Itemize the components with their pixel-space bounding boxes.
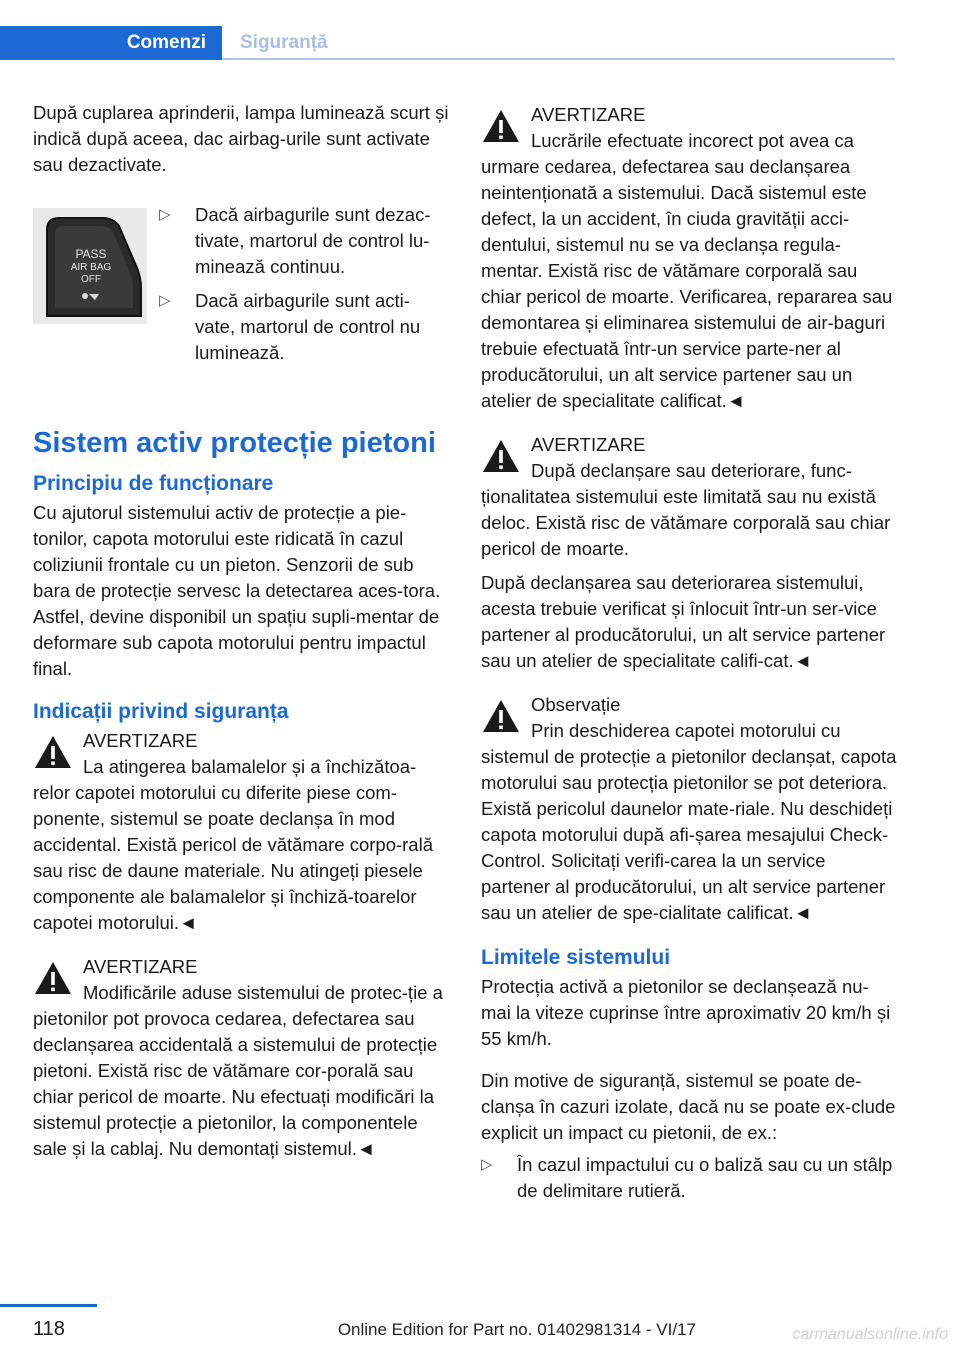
principle-heading: Principiu de funcționare	[33, 472, 274, 495]
list-item	[481, 1152, 897, 1204]
warning-text: Lucrările efectuate incorect pot avea ca urmare cedarea, defectarea sau declanșarea neintenționată a sistemului. Dacă sistemul este defect, la un accident, în ciuda gravității acci-dentului, sistemul nu se va declanșa regula-mentar. Există risc de vătămare corporală sau chiar pericol de moarte. Verificarea, repararea sau demontarea și eliminarea sistemului de air-baguri trebuie efectuată într-un service parte-ner al producătorului, un alt service partener sau un atelier de specialitate calificat.◄	[481, 130, 893, 411]
lamp-text-off: OFF	[81, 274, 101, 285]
note-block	[481, 692, 897, 926]
left-column	[33, 100, 449, 1180]
safety-heading: Indicații privind siguranța	[33, 700, 289, 723]
triangle-bullet-icon: ▷	[159, 206, 171, 223]
tab-comenzi[interactable]: Comenzi	[0, 26, 222, 60]
warning-triangle-icon	[33, 734, 73, 770]
tab-siguranta[interactable]: Siguranță	[240, 32, 328, 53]
warning-text: Modificările aduse sistemului de protec-ție a pietonilor pot provoca cedarea, defectarea sau declanșarea accidentală a sistemului de protecție pietoni. Există risc de vătămare cor-porală sau chiar pericol de moarte. Nu efectuați modificări la sistemul protecție a pietonilor, la componentele sale și la cablaj. Nu demontați sistemul.◄	[33, 982, 443, 1159]
warning-text: La atingerea balamalelor și a închizătoa-relor capotei motorului cu diferite piese com-ponente, sistemul se poate declanșa în mod accidental. Există pericol de vătămare corpo-rală sau risc de daune materiale. Nu atingeți piesele componente ale balamalelor și închiză-toarelor capotei motorului.◄	[33, 756, 433, 933]
limits-paragraph-1: Protecția activă a pietonilor se declanșează nu-mai la viteze cuprinse între aproximativ 20 km/h și 55 km/h.	[481, 976, 891, 1049]
warning-text: După declanșare sau deteriorare, func-ționalitatea sistemului este limitată sau nu există deloc. Există risc de vătămare corporală sau chiar pericol de moarte.	[481, 460, 891, 559]
warning-label: AVERTIZARE	[531, 104, 646, 125]
warning-block	[481, 102, 897, 414]
warning-block	[33, 954, 449, 1162]
watermark: carmanualsonline.info	[792, 1326, 948, 1343]
limits-paragraph-2: Din motive de siguranță, sistemul se poate de-clanșa în cazuri izolate, dacă nu se poate ex-clude explicit un impact cu pietonii, de ex.:	[481, 1070, 896, 1143]
warning-label: AVERTIZARE	[83, 956, 198, 977]
principle-paragraph: Cu ajutorul sistemului activ de protecție a pie-tonilor, capota motorului este ridicată în cazul coliziunii frontale cu un pieton. Senzorii de sub bara de protecție servesc la detectarea aces-tora. Astfel, devine disponibil un spațiu supli-mentar de deformare sub capota motorului pentru impactul final.	[33, 502, 441, 679]
list-item	[159, 288, 449, 366]
triangle-bullet-icon: ▷	[481, 1156, 493, 1173]
warning-label: AVERTIZARE	[531, 434, 646, 455]
list-item	[159, 202, 449, 280]
warning-block	[33, 728, 449, 936]
lamp-text-airbag: AIR BAG	[70, 262, 112, 273]
warning-triangle-icon	[481, 108, 521, 144]
lamp-text-pass: PASS	[75, 247, 107, 261]
after-trigger-text: După declanșarea sau deteriorarea sistemului, acesta trebuie verificat și înlocuit într-un ser-vice partener al producătorului, un alt service partener sau un atelier de specialitate califi-cat.◄	[481, 572, 886, 671]
warning-triangle-icon	[481, 438, 521, 474]
pass-airbag-off-lamp-image	[33, 208, 147, 324]
airbag-bullet-list	[159, 202, 449, 374]
page-number: 118	[33, 1318, 65, 1340]
warning-triangle-icon	[481, 698, 521, 734]
bullet-text: În cazul impactului cu o baliză sau cu un stâlp de delimitare rutieră.	[517, 1154, 893, 1201]
limits-heading: Limitele sistemului	[481, 946, 671, 969]
tab-underline	[222, 58, 895, 60]
airbag-indicator-block	[33, 202, 449, 402]
note-text: Prin deschiderea capotei motorului cu sistemul de protecție a pietonilor declanșat, capota motorului sau protecția pietonilor se pot deteriora. Există pericolul daunelor mate-riale. Nu deschideți capota motorului după afi-șarea mesajului Check-Control. Solicitați verifi-carea la un service partener al producătorului, un alt service partener sau un atelier de spe-cialitate calificat.◄	[481, 720, 897, 923]
edition-info: Online Edition for Part no. 01402981314 - VI/17	[337, 1320, 696, 1339]
intro-paragraph: După cuplarea aprinderii, lampa luminează scurt și indică după aceea, dac airbag-urile sunt activate sau dezactivate.	[33, 102, 449, 175]
warning-label: AVERTIZARE	[83, 730, 198, 751]
warning-block	[481, 432, 897, 674]
bullet-text: Dacă airbagurile sunt dezac-tivate, martorul de control lu-minează continuu.	[195, 204, 431, 277]
note-label: Observație	[531, 694, 621, 715]
right-column	[481, 100, 897, 1212]
section-title: Sistem activ protecție pietoni	[33, 427, 436, 459]
header-tabs	[0, 0, 895, 62]
footer-accent-line	[0, 1304, 97, 1307]
warning-triangle-icon	[33, 960, 73, 996]
triangle-bullet-icon: ▷	[159, 292, 171, 309]
bullet-text: Dacă airbagurile sunt acti-vate, martorul de control nu luminează.	[195, 290, 421, 363]
